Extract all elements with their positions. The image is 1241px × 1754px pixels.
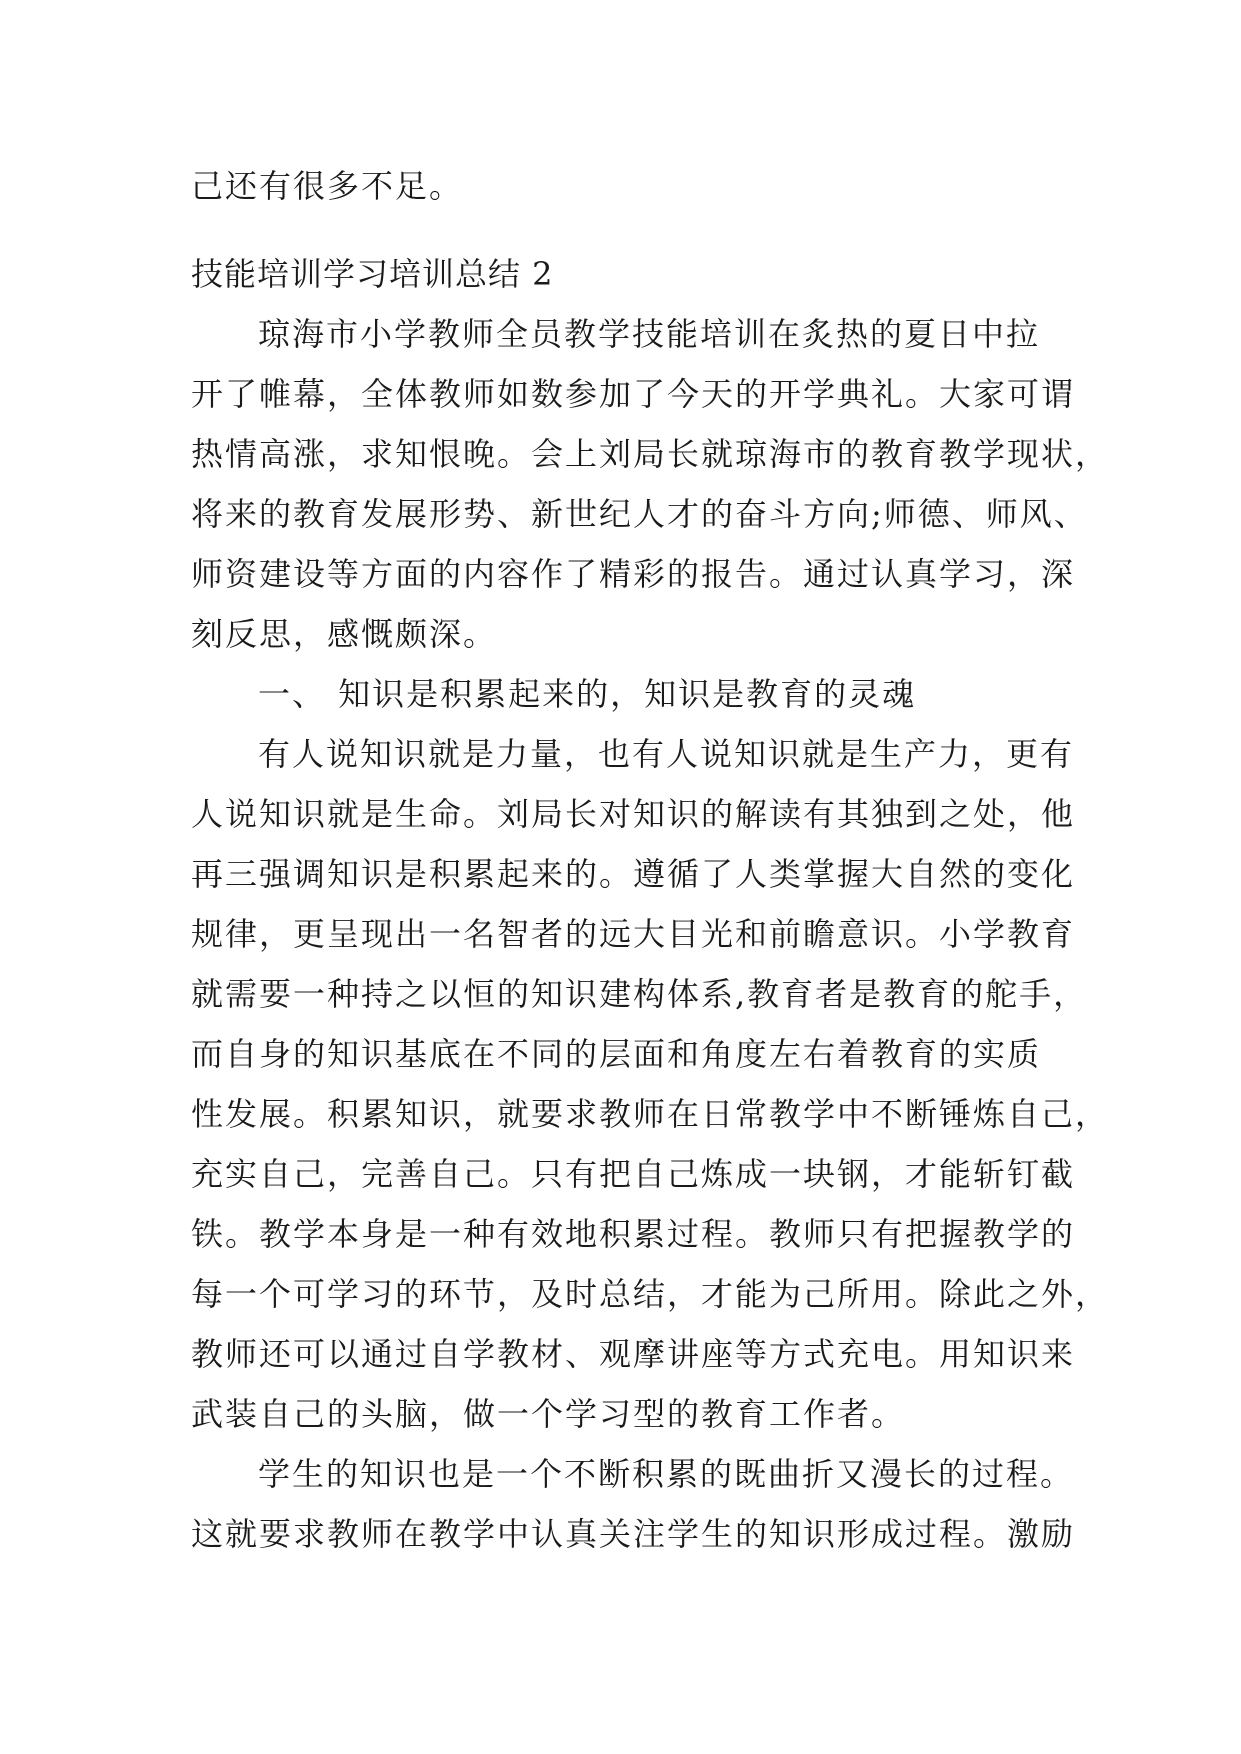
paragraph-line: 人说知识就是生命。刘局长对知识的解读有其独到之处，他 [191, 795, 1076, 833]
subsection-heading: 一、 知识是积累起来的，知识是教育的灵魂 [258, 675, 917, 713]
paragraph-line: 武装自己的头脑，做一个学习型的教育工作者。 [191, 1395, 906, 1433]
paragraph-line: 这就要求教师在教学中认真关注学生的知识形成过程。激励 [191, 1515, 1076, 1553]
paragraph-line: 每一个可学习的环节，及时总结，才能为己所用。除此之外， [191, 1275, 1110, 1313]
paragraph-line: 就需要一种持之以恒的知识建构体系,教育者是教育的舵手， [191, 975, 1088, 1013]
paragraph-line: 再三强调知识是积累起来的。遵循了人类掌握大自然的变化 [191, 855, 1076, 893]
paragraph-line: 教师还可以通过自学教材、观摩讲座等方式充电。用知识来 [191, 1335, 1076, 1373]
paragraph-line: 开了帷幕，全体教师如数参加了今天的开学典礼。大家可谓 [191, 375, 1076, 413]
paragraph-line: 琼海市小学教师全员教学技能培训在炙热的夏日中拉 [258, 315, 1041, 353]
paragraph-line: 充实自己，完善自己。只有把自己炼成一块钢，才能斩钉截 [191, 1155, 1076, 1193]
section-title: 技能培训学习培训总结 2 [191, 255, 554, 293]
paragraph-line: 而自身的知识基底在不同的层面和角度左右着教育的实质 [191, 1035, 1042, 1073]
paragraph-line: 性发展。积累知识，就要求教师在日常教学中不断锤炼自己， [191, 1095, 1110, 1133]
paragraph-line: 有人说知识就是力量，也有人说知识就是生产力，更有 [258, 735, 1075, 773]
paragraph-line: 刻反思，感慨颇深。 [191, 615, 498, 653]
text-line-continuation: 己还有很多不足。 [191, 167, 464, 205]
paragraph-line: 学生的知识也是一个不断积累的既曲折又漫长的过程。 [258, 1455, 1075, 1493]
paragraph-line: 规律，更呈现出一名智者的远大目光和前瞻意识。小学教育 [191, 915, 1076, 953]
paragraph-line: 热情高涨，求知恨晚。会上刘局长就琼海市的教育教学现状， [191, 435, 1110, 473]
paragraph-line: 师资建设等方面的内容作了精彩的报告。通过认真学习，深 [191, 555, 1076, 593]
paragraph-line: 将来的教育发展形势、新世纪人才的奋斗方向;师德、师风、 [191, 495, 1088, 533]
paragraph-line: 铁。教学本身是一种有效地积累过程。教师只有把握教学的 [191, 1215, 1076, 1253]
